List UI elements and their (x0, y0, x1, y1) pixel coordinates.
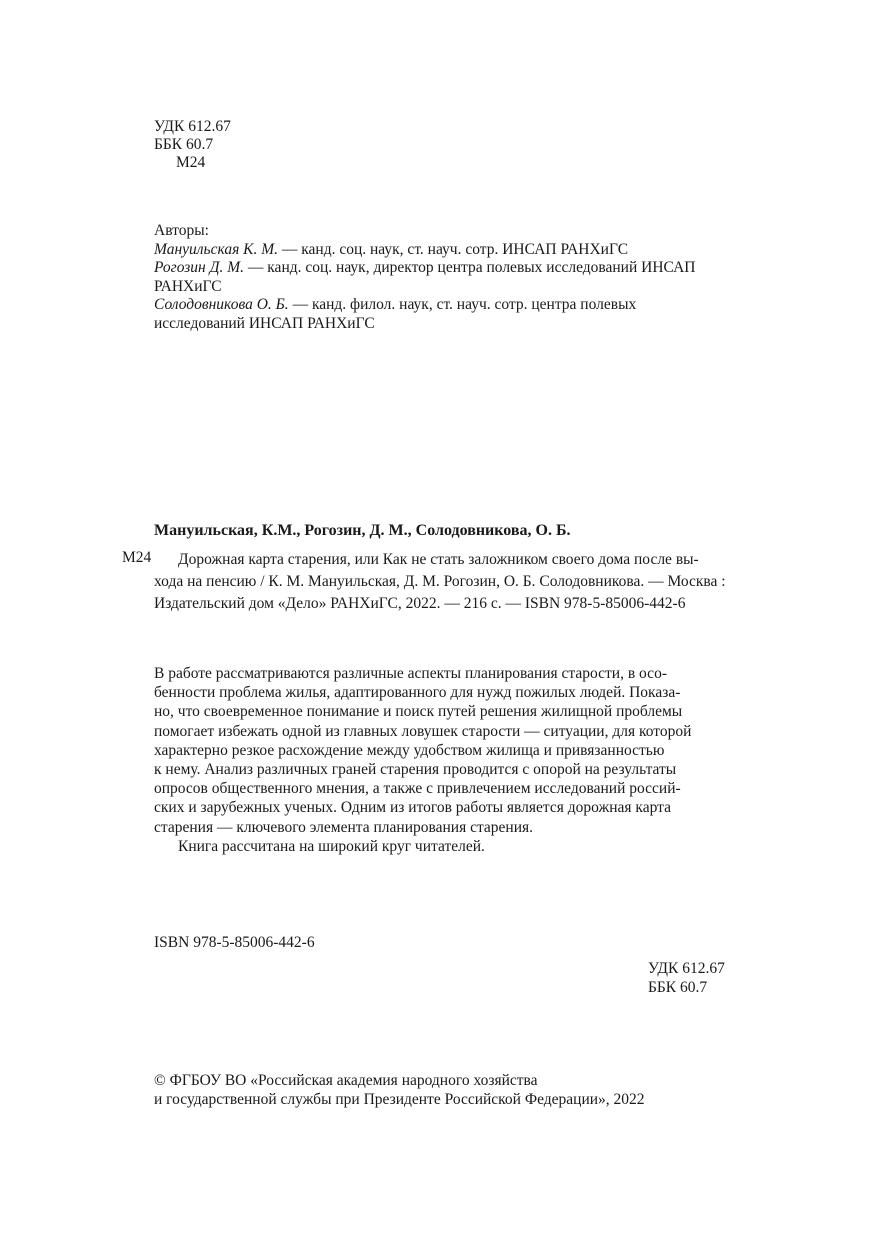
abstract-line: ских и зарубежных ученых. Одним из итогов работы является дорожная карта (154, 799, 671, 817)
copyright (154, 1072, 645, 1109)
authors-heading: Авторы: (154, 222, 209, 239)
abstract-line: к нему. Анализ различных граней старения проводится с опорой на результаты (154, 761, 677, 779)
citation-author-mark: М24 (122, 549, 152, 566)
classification-bottom (648, 960, 725, 997)
author-entry (154, 259, 754, 278)
citation-line: хода на пенсию / К. М. Мануильская, Д. М. Рогозин, О. Б. Солодовникова. — Москва : (154, 573, 726, 590)
bbk-code: ББК 60.7 (154, 136, 214, 153)
abstract-line: В работе рассматриваются различные аспекты планирования старости, в осо- (154, 665, 667, 682)
author-name: Мануильская К. М. (154, 240, 278, 258)
author-name: Солодовникова О. Б. (154, 296, 289, 313)
author-description-continued: РАНХиГС (154, 277, 222, 295)
abstract-line: но, что своевременное понимание и поиск путей решения жилищной проблемы (154, 703, 683, 721)
abstract-line: опросов общественного мнения, а также с привлечением исследований россий- (154, 780, 681, 798)
author-entry (154, 296, 754, 315)
copyright-line: © ФГБОУ ВО «Российская академия народного хозяйства (154, 1072, 538, 1089)
abstract-line: характерно резкое расхождение между удобством жилища и привязанностью (154, 741, 665, 759)
copyright-line: и государственной службы при Президенте Российской Федерации», 2022 (154, 1090, 645, 1108)
bbk-code: ББК 60.7 (648, 978, 708, 996)
author-name: Рогозин Д. М. (154, 259, 245, 276)
author-description: — канд. соц. наук, директор центра полевых исследований ИНСАП (244, 259, 696, 276)
isbn: ISBN 978-5-85006-442-6 (154, 934, 315, 951)
citation-line: Издательский дом «Дело» РАНХиГС, 2022. — 216 с. — ISBN 978-5-85006-442-6 (154, 595, 686, 612)
abstract-line: старения — ключевого элемента планирования старения. (154, 818, 534, 836)
abstract-line: помогает избежать одной из главных ловушек старости — ситуации, для которой (154, 722, 692, 740)
udk-code: УДК 612.67 (154, 118, 231, 135)
abstract-readership: Книга рассчитана на широкий круг читателей. (178, 837, 485, 855)
citation-body (154, 549, 748, 615)
classification-top (154, 118, 231, 172)
citation-line: Дорожная карта старения, или Как не стать заложником своего дома после вы- (178, 551, 699, 568)
author-description: — канд. соц. наук, ст. науч. сотр. ИНСАП РАНХиГС (277, 240, 629, 258)
author-description: — канд. филол. наук, ст. науч. сотр. центра полевых (288, 296, 637, 313)
abstract (154, 664, 748, 856)
abstract-line: бенности проблема жилья, адаптированного для нужд пожилых людей. Показа- (154, 684, 681, 702)
author-entry (154, 241, 754, 260)
author-description-continued: исследований ИНСАП РАНХиГС (154, 314, 375, 332)
authors-block (154, 222, 754, 333)
author-mark: М24 (176, 154, 206, 171)
udk-code: УДК 612.67 (648, 960, 725, 977)
citation-heading: Мануильская, К.М., Рогозин, Д. М., Солодовникова, О. Б. (154, 522, 571, 539)
